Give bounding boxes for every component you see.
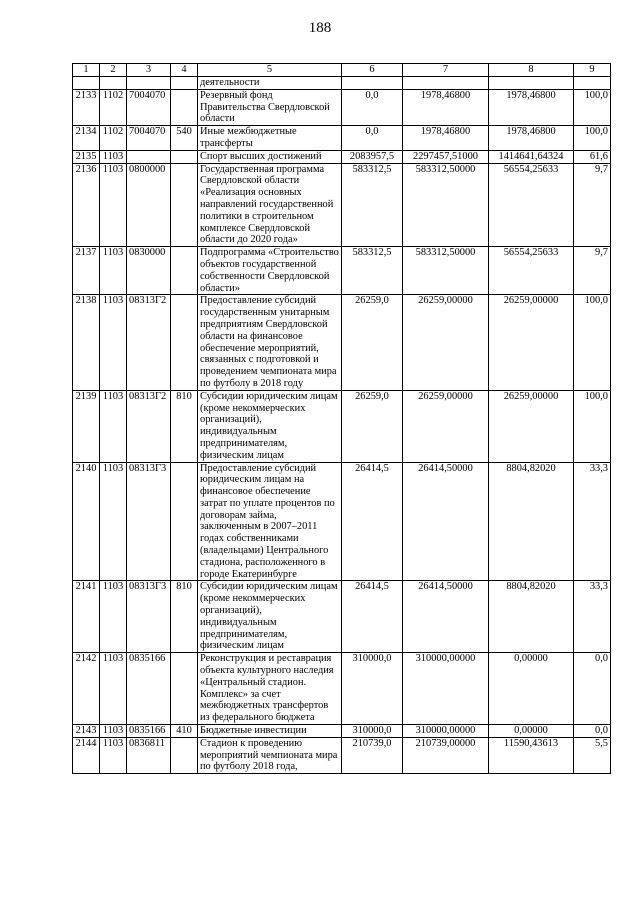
percent-cell: 33,3: [574, 462, 611, 581]
row-number-cell: 2142: [73, 653, 100, 725]
item-name-cell: Государственная программа Свердловской области «Реализация основных направлений государственной политики в строительном комплексе Свердловской области до 2020 года»: [198, 163, 342, 247]
amount-cell: 310000,0: [342, 653, 403, 725]
amount-cell: 26414,5: [342, 462, 403, 581]
target-article-cell: 0830000: [127, 247, 171, 295]
amount-cell: 26259,0: [342, 295, 403, 390]
section-code-cell: 1103: [100, 653, 127, 725]
row-number-cell: 2135: [73, 150, 100, 163]
table-row: [73, 390, 611, 462]
expense-type-cell: [171, 77, 198, 90]
page-number: 188: [308, 20, 332, 36]
table-row: [73, 89, 611, 125]
amount-cell: 583312,5: [342, 247, 403, 295]
target-article-cell: 08313Г2: [127, 390, 171, 462]
section-code-cell: 1102: [100, 89, 127, 125]
percent-cell: 100,0: [574, 89, 611, 125]
table-row: [73, 163, 611, 247]
target-article-cell: 7004070: [127, 89, 171, 125]
row-number-cell: 2137: [73, 247, 100, 295]
table-row: [73, 462, 611, 581]
percent-cell: 0,0: [574, 725, 611, 738]
amount-cell: 26259,00000: [489, 295, 574, 390]
row-number-cell: 2144: [73, 737, 100, 773]
amount-cell: 56554,25633: [489, 247, 574, 295]
percent-cell: 33,3: [574, 581, 611, 653]
item-name-cell: Бюджетные инвестиции: [198, 725, 342, 738]
section-code-cell: 1103: [100, 390, 127, 462]
target-article-cell: 0800000: [127, 163, 171, 247]
amount-cell: 310000,0: [342, 725, 403, 738]
amount-cell: 583312,5: [342, 163, 403, 247]
amount-cell: [403, 77, 489, 90]
section-code-cell: 1103: [100, 737, 127, 773]
item-name-cell: Подпрограмма «Строительство объектов государственной собственности Свердловской области»: [198, 247, 342, 295]
expense-type-cell: [171, 247, 198, 295]
target-article-cell: 08313Г2: [127, 295, 171, 390]
percent-cell: 9,7: [574, 163, 611, 247]
percent-cell: [574, 77, 611, 90]
row-number-cell: [73, 77, 100, 90]
item-name-cell: деятельности: [198, 77, 342, 90]
amount-cell: 0,00000: [489, 653, 574, 725]
percent-cell: 5,5: [574, 737, 611, 773]
amount-cell: 310000,00000: [403, 725, 489, 738]
amount-cell: 1978,46800: [403, 126, 489, 151]
section-code-cell: 1103: [100, 247, 127, 295]
item-name-cell: Предоставление субсидий государственным унитарным предприятиям Свердловской области на финансовое обеспечение мероприятий, связанных с подготовкой и проведением чемпионата мира по футболу в 2018 году: [198, 295, 342, 390]
amount-cell: 26259,00000: [403, 390, 489, 462]
table-row: [73, 295, 611, 390]
amount-cell: 56554,25633: [489, 163, 574, 247]
section-code-cell: 1103: [100, 725, 127, 738]
expense-type-cell: 410: [171, 725, 198, 738]
percent-cell: 100,0: [574, 126, 611, 151]
column-header: 3: [127, 64, 171, 77]
expense-type-cell: 810: [171, 390, 198, 462]
column-header: 2: [100, 64, 127, 77]
table-row: [73, 77, 611, 90]
column-header: 9: [574, 64, 611, 77]
column-header: 8: [489, 64, 574, 77]
amount-cell: 210739,00000: [403, 737, 489, 773]
target-article-cell: [127, 150, 171, 163]
amount-cell: [489, 77, 574, 90]
percent-cell: 100,0: [574, 390, 611, 462]
table-row: [73, 737, 611, 773]
target-article-cell: 08313Г3: [127, 581, 171, 653]
budget-table: [72, 63, 611, 774]
percent-cell: 0,0: [574, 653, 611, 725]
expense-type-cell: [171, 462, 198, 581]
row-number-cell: 2136: [73, 163, 100, 247]
table-row: [73, 725, 611, 738]
expense-type-cell: [171, 295, 198, 390]
target-article-cell: 0835166: [127, 653, 171, 725]
header-row: [73, 64, 611, 77]
amount-cell: 2083957,5: [342, 150, 403, 163]
target-article-cell: 7004070: [127, 126, 171, 151]
column-header: 6: [342, 64, 403, 77]
row-number-cell: 2140: [73, 462, 100, 581]
item-name-cell: Спорт высших достижений: [198, 150, 342, 163]
item-name-cell: Стадион к проведению мероприятий чемпионата мира по футболу 2018 года,: [198, 737, 342, 773]
item-name-cell: Предоставление субсидий юридическим лицам на финансовое обеспечение затрат по уплате процентов по договорам займа, заключенным в 2007–2011 годах собственниками (владельцами) Центрального стадиона, расположенного в городе Екатеринбурге: [198, 462, 342, 581]
item-name-cell: Субсидии юридическим лицам (кроме некоммерческих организаций), индивидуальным предпринимателям, физическим лицам: [198, 581, 342, 653]
expense-type-cell: [171, 163, 198, 247]
column-header: 4: [171, 64, 198, 77]
amount-cell: 310000,00000: [403, 653, 489, 725]
amount-cell: 26259,0: [342, 390, 403, 462]
column-header: 5: [198, 64, 342, 77]
item-name-cell: Резервный фонд Правительства Свердловской области: [198, 89, 342, 125]
section-code-cell: 1103: [100, 295, 127, 390]
row-number-cell: 2143: [73, 725, 100, 738]
amount-cell: 583312,50000: [403, 163, 489, 247]
column-header: 1: [73, 64, 100, 77]
amount-cell: 1414641,64324: [489, 150, 574, 163]
row-number-cell: 2138: [73, 295, 100, 390]
section-code-cell: 1103: [100, 462, 127, 581]
column-header: 7: [403, 64, 489, 77]
percent-cell: 100,0: [574, 295, 611, 390]
row-number-cell: 2134: [73, 126, 100, 151]
row-number-cell: 2139: [73, 390, 100, 462]
row-number-cell: 2133: [73, 89, 100, 125]
table-row: [73, 126, 611, 151]
amount-cell: 583312,50000: [403, 247, 489, 295]
section-code-cell: 1103: [100, 150, 127, 163]
table-row: [73, 653, 611, 725]
section-code-cell: [100, 77, 127, 90]
amount-cell: 0,00000: [489, 725, 574, 738]
item-name-cell: Реконструкция и реставрация объекта культурного наследия «Центральный стадион. Комплекс» за счет межбюджетных трансфертов из федерального бюджета: [198, 653, 342, 725]
expense-type-cell: 810: [171, 581, 198, 653]
amount-cell: 26414,50000: [403, 581, 489, 653]
table-row: [73, 150, 611, 163]
amount-cell: 1978,46800: [489, 89, 574, 125]
expense-type-cell: 540: [171, 126, 198, 151]
amount-cell: 26259,00000: [403, 295, 489, 390]
amount-cell: 2297457,51000: [403, 150, 489, 163]
table-row: [73, 581, 611, 653]
target-article-cell: 0836811: [127, 737, 171, 773]
table-row: [73, 247, 611, 295]
amount-cell: 26259,00000: [489, 390, 574, 462]
item-name-cell: Иные межбюджетные трансферты: [198, 126, 342, 151]
amount-cell: 8804,82020: [489, 462, 574, 581]
table-body: [73, 77, 611, 774]
percent-cell: 9,7: [574, 247, 611, 295]
amount-cell: 210739,0: [342, 737, 403, 773]
expense-type-cell: [171, 150, 198, 163]
amount-cell: 0,0: [342, 126, 403, 151]
expense-type-cell: [171, 737, 198, 773]
target-article-cell: 0835166: [127, 725, 171, 738]
row-number-cell: 2141: [73, 581, 100, 653]
percent-cell: 61,6: [574, 150, 611, 163]
amount-cell: 26414,5: [342, 581, 403, 653]
target-article-cell: 08313Г3: [127, 462, 171, 581]
amount-cell: 1978,46800: [403, 89, 489, 125]
section-code-cell: 1102: [100, 126, 127, 151]
amount-cell: 1978,46800: [489, 126, 574, 151]
target-article-cell: [127, 77, 171, 90]
amount-cell: 26414,50000: [403, 462, 489, 581]
item-name-cell: Субсидии юридическим лицам (кроме некоммерческих организаций), индивидуальным предпринимателям, физическим лицам: [198, 390, 342, 462]
amount-cell: 11590,43613: [489, 737, 574, 773]
amount-cell: 0,0: [342, 89, 403, 125]
expense-type-cell: [171, 89, 198, 125]
section-code-cell: 1103: [100, 163, 127, 247]
amount-cell: 8804,82020: [489, 581, 574, 653]
amount-cell: [342, 77, 403, 90]
expense-type-cell: [171, 653, 198, 725]
section-code-cell: 1103: [100, 581, 127, 653]
